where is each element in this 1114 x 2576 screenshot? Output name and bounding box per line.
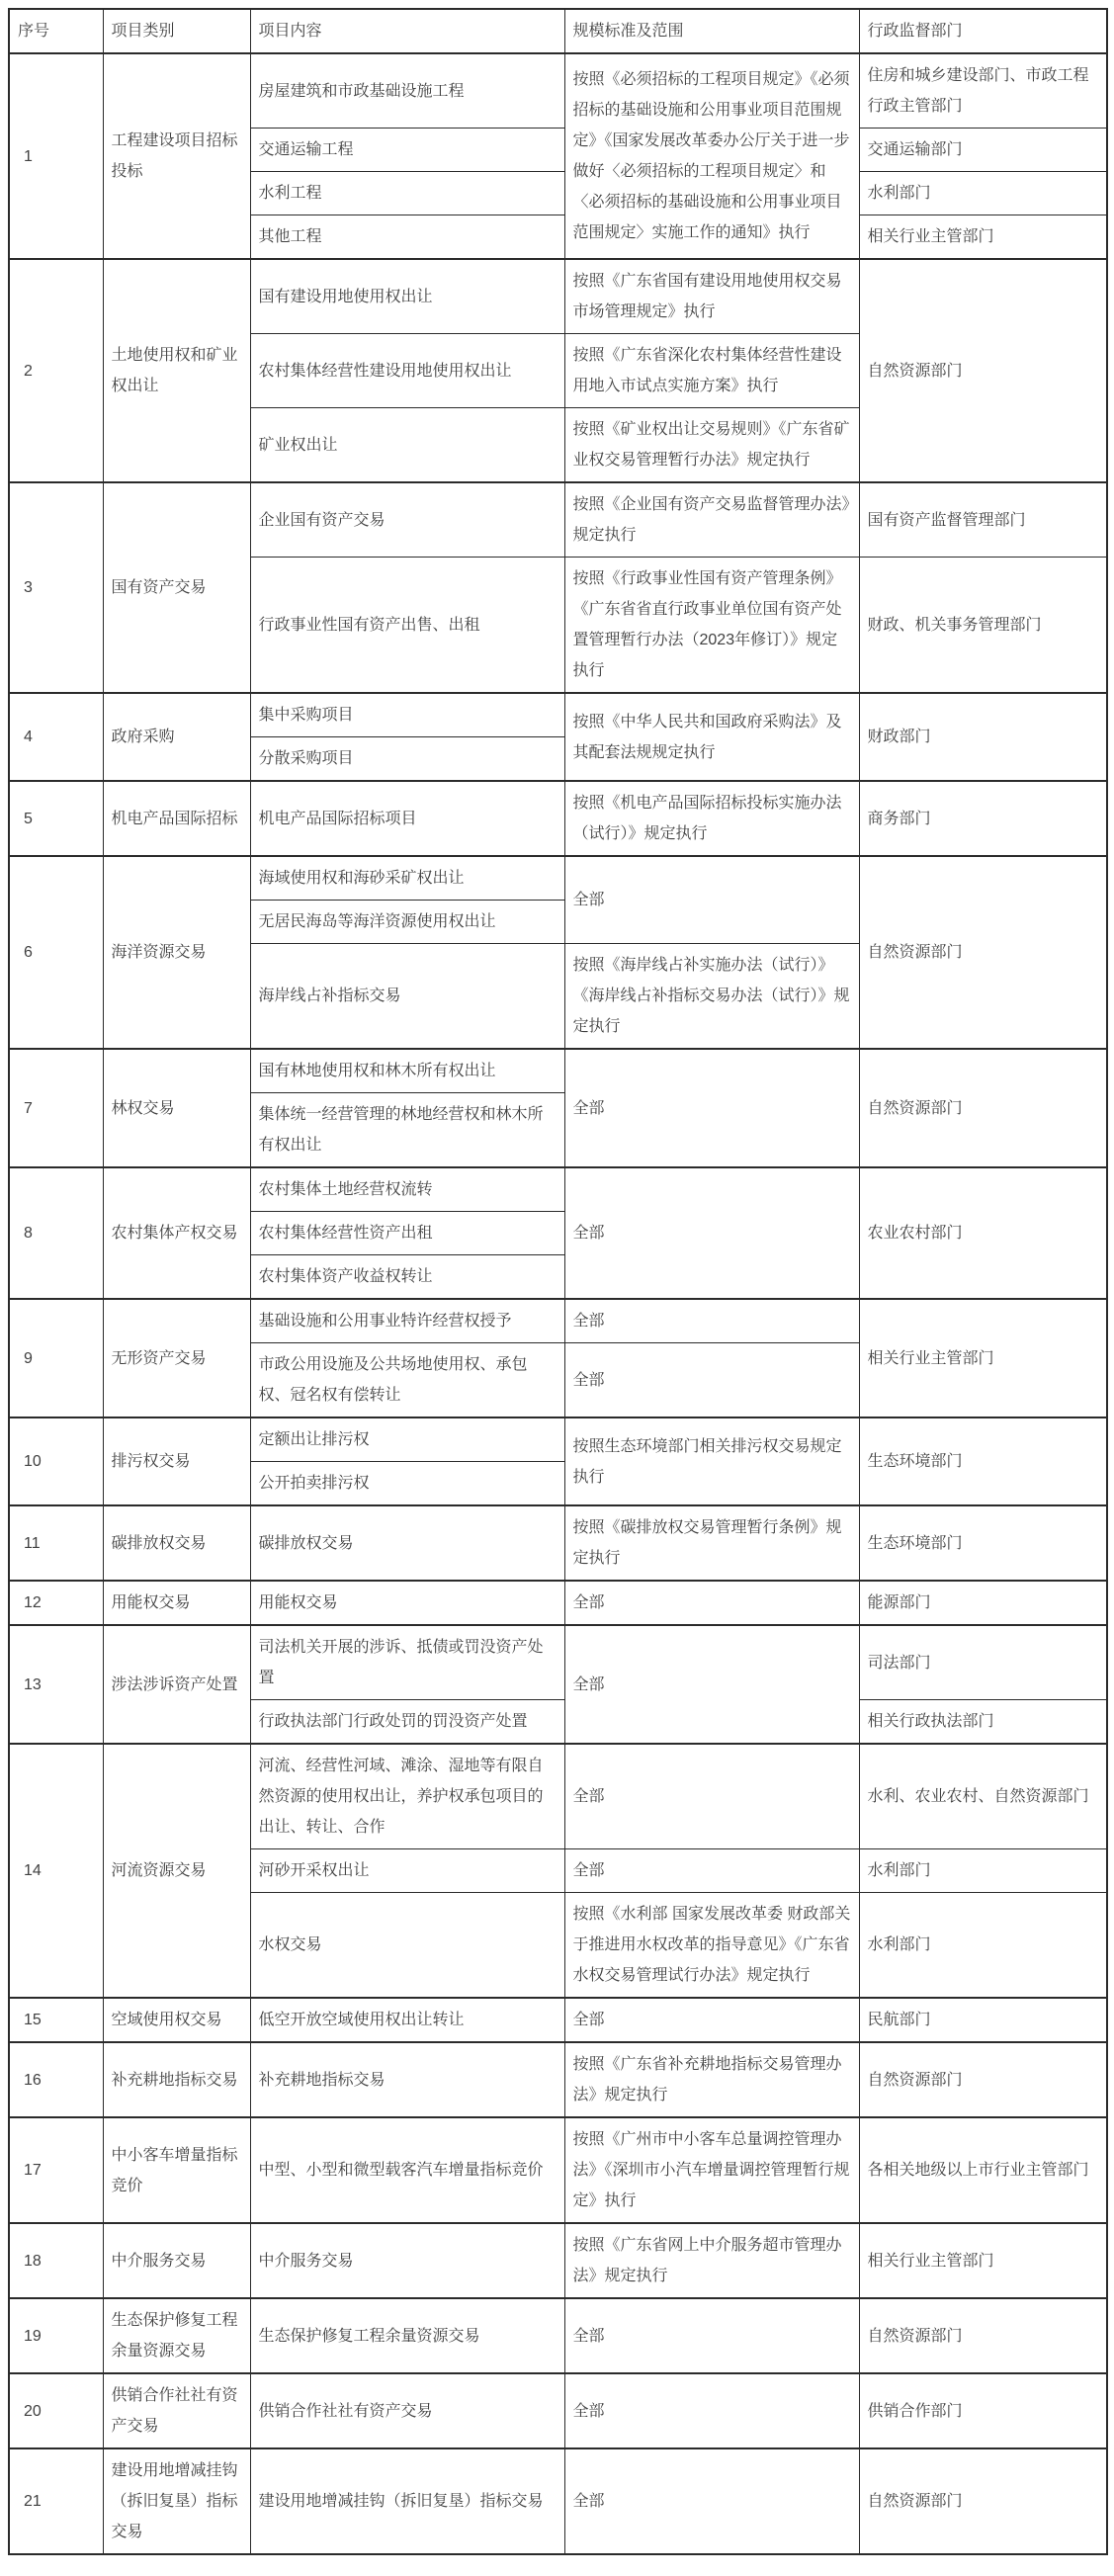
cell-serial: 3 [9, 482, 103, 693]
cell-content: 建设用地增减挂钩（拆旧复垦）指标交易 [250, 2448, 564, 2554]
cell-serial: 11 [9, 1505, 103, 1581]
cell-category: 无形资产交易 [103, 1299, 250, 1417]
cell-content: 生态保护修复工程余量资源交易 [250, 2298, 564, 2373]
cell-serial: 2 [9, 259, 103, 482]
cell-scope: 全部 [564, 2298, 859, 2373]
table-row [9, 1744, 1107, 1849]
cell-serial: 16 [9, 2042, 103, 2117]
cell-content: 水利工程 [250, 172, 564, 215]
cell-content: 基础设施和公用事业特许经营权授予 [250, 1299, 564, 1343]
table-row [9, 259, 1107, 334]
header-serial: 序号 [9, 9, 103, 53]
table-header [9, 9, 1107, 53]
cell-category: 中介服务交易 [103, 2223, 250, 2298]
cell-category: 建设用地增减挂钩（拆旧复垦）指标交易 [103, 2448, 250, 2554]
cell-dept: 自然资源部门 [859, 259, 1107, 482]
cell-content: 河流、经营性河域、滩涂、湿地等有限自然资源的使用权出让，养护权承包项目的出让、转让、合作 [250, 1744, 564, 1849]
table-row [9, 1625, 1107, 1700]
cell-dept: 民航部门 [859, 1998, 1107, 2042]
header-scope: 规模标准及范围 [564, 9, 859, 53]
cell-scope: 全部 [564, 1625, 859, 1744]
cell-scope: 全部 [564, 2373, 859, 2448]
cell-content: 行政执法部门行政处罚的罚没资产处置 [250, 1700, 564, 1745]
public-resource-trading-catalog-table [8, 8, 1108, 2555]
cell-content: 供销合作社社有资产交易 [250, 2373, 564, 2448]
cell-content: 补充耕地指标交易 [250, 2042, 564, 2117]
cell-content: 企业国有资产交易 [250, 482, 564, 558]
table-row [9, 2298, 1107, 2373]
cell-serial: 20 [9, 2373, 103, 2448]
table-row [9, 2373, 1107, 2448]
table-row [9, 482, 1107, 558]
cell-scope: 全部 [564, 1299, 859, 1343]
cell-category: 碳排放权交易 [103, 1505, 250, 1581]
cell-dept: 财政部门 [859, 693, 1107, 781]
cell-serial: 17 [9, 2117, 103, 2223]
cell-content: 中介服务交易 [250, 2223, 564, 2298]
cell-scope: 按照《广东省深化农村集体经营性建设用地入市试点实施方案》执行 [564, 334, 859, 408]
cell-content: 机电产品国际招标项目 [250, 781, 564, 856]
cell-dept: 供销合作部门 [859, 2373, 1107, 2448]
cell-category: 河流资源交易 [103, 1744, 250, 1998]
cell-scope: 按照生态环境部门相关排污权交易规定执行 [564, 1417, 859, 1505]
header-category: 项目类别 [103, 9, 250, 53]
cell-category: 海洋资源交易 [103, 856, 250, 1049]
cell-category: 中小客车增量指标竞价 [103, 2117, 250, 2223]
table-row [9, 693, 1107, 737]
cell-scope: 按照《中华人民共和国政府采购法》及其配套法规规定执行 [564, 693, 859, 781]
cell-scope: 全部 [564, 1581, 859, 1625]
cell-dept: 自然资源部门 [859, 2042, 1107, 2117]
cell-dept: 自然资源部门 [859, 856, 1107, 1049]
cell-scope: 按照《广东省补充耕地指标交易管理办法》规定执行 [564, 2042, 859, 2117]
cell-dept: 水利部门 [859, 172, 1107, 215]
cell-content: 国有林地使用权和林木所有权出让 [250, 1049, 564, 1093]
cell-content: 集体统一经营管理的林地经营权和林木所有权出让 [250, 1093, 564, 1168]
cell-dept: 水利、农业农村、自然资源部门 [859, 1744, 1107, 1849]
cell-dept: 相关行业主管部门 [859, 2223, 1107, 2298]
cell-content: 市政公用设施及公共场地使用权、承包权、冠名权有偿转让 [250, 1343, 564, 1418]
table-row [9, 781, 1107, 856]
cell-dept: 各相关地级以上市行业主管部门 [859, 2117, 1107, 2223]
cell-serial: 9 [9, 1299, 103, 1417]
header-row [9, 9, 1107, 53]
cell-scope: 按照《机电产品国际招标投标实施办法（试行）》规定执行 [564, 781, 859, 856]
table-row [9, 2223, 1107, 2298]
cell-serial: 5 [9, 781, 103, 856]
cell-serial: 6 [9, 856, 103, 1049]
cell-dept: 国有资产监督管理部门 [859, 482, 1107, 558]
cell-scope: 全部 [564, 2448, 859, 2554]
cell-serial: 4 [9, 693, 103, 781]
cell-scope: 按照《行政事业性国有资产管理条例》《广东省省直行政事业单位国有资产处置管理暂行办法（2023年修订）》规定执行 [564, 558, 859, 694]
cell-category: 用能权交易 [103, 1581, 250, 1625]
cell-scope: 按照《广州市中小客车总量调控管理办法》《深圳市小汽车增量调控管理暂行规定》执行 [564, 2117, 859, 2223]
cell-category: 空域使用权交易 [103, 1998, 250, 2042]
cell-content: 无居民海岛等海洋资源使用权出让 [250, 901, 564, 944]
cell-content: 司法机关开展的涉诉、抵债或罚没资产处置 [250, 1625, 564, 1700]
cell-content: 海岸线占补指标交易 [250, 944, 564, 1050]
cell-scope: 全部 [564, 1167, 859, 1299]
cell-category: 农村集体产权交易 [103, 1167, 250, 1299]
cell-content: 其他工程 [250, 215, 564, 260]
cell-category: 涉法涉诉资产处置 [103, 1625, 250, 1744]
cell-category: 供销合作社社有资产交易 [103, 2373, 250, 2448]
cell-content: 水权交易 [250, 1893, 564, 1999]
cell-scope: 按照《必须招标的工程项目规定》《必须招标的基础设施和公用事业项目范围规定》《国家发展改革委办公厅关于进一步做好〈必须招标的工程项目规定〉和〈必须招标的基础设施和公用事业项目范围规定〉实施工作的通知》执行 [564, 53, 859, 259]
cell-serial: 14 [9, 1744, 103, 1998]
cell-scope: 全部 [564, 1049, 859, 1167]
cell-scope: 全部 [564, 856, 859, 944]
cell-scope: 全部 [564, 1849, 859, 1893]
cell-scope: 按照《广东省网上中介服务超市管理办法》规定执行 [564, 2223, 859, 2298]
cell-scope: 按照《碳排放权交易管理暂行条例》规定执行 [564, 1505, 859, 1581]
cell-dept: 自然资源部门 [859, 2298, 1107, 2373]
table-row [9, 856, 1107, 901]
cell-dept: 生态环境部门 [859, 1505, 1107, 1581]
table-row [9, 2117, 1107, 2223]
cell-content: 分散采购项目 [250, 737, 564, 782]
cell-dept: 司法部门 [859, 1625, 1107, 1700]
cell-content: 中型、小型和微型载客汽车增量指标竞价 [250, 2117, 564, 2223]
table-row [9, 1998, 1107, 2042]
cell-category: 工程建设项目招标投标 [103, 53, 250, 259]
cell-scope: 按照《广东省国有建设用地使用权交易市场管理规定》执行 [564, 259, 859, 334]
cell-serial: 21 [9, 2448, 103, 2554]
cell-content: 定额出让排污权 [250, 1417, 564, 1462]
table-row [9, 1417, 1107, 1462]
cell-content: 低空开放空域使用权出让转让 [250, 1998, 564, 2042]
cell-category: 排污权交易 [103, 1417, 250, 1505]
cell-scope: 全部 [564, 1998, 859, 2042]
cell-category: 国有资产交易 [103, 482, 250, 693]
cell-serial: 12 [9, 1581, 103, 1625]
cell-dept: 自然资源部门 [859, 1049, 1107, 1167]
cell-content: 交通运输工程 [250, 129, 564, 172]
table-row [9, 53, 1107, 129]
cell-content: 农村集体土地经营权流转 [250, 1167, 564, 1212]
cell-content: 公开拍卖排污权 [250, 1462, 564, 1506]
cell-dept: 交通运输部门 [859, 129, 1107, 172]
cell-category: 林权交易 [103, 1049, 250, 1167]
cell-scope: 全部 [564, 1744, 859, 1849]
table-row [9, 2042, 1107, 2117]
cell-serial: 8 [9, 1167, 103, 1299]
cell-serial: 19 [9, 2298, 103, 2373]
table-body [9, 53, 1107, 2554]
header-content: 项目内容 [250, 9, 564, 53]
cell-dept: 相关行业主管部门 [859, 1299, 1107, 1417]
cell-content: 矿业权出让 [250, 408, 564, 483]
cell-dept: 住房和城乡建设部门、市政工程行政主管部门 [859, 53, 1107, 129]
cell-scope: 按照《企业国有资产交易监督管理办法》规定执行 [564, 482, 859, 558]
cell-content: 海域使用权和海砂采矿权出让 [250, 856, 564, 901]
table-row [9, 1505, 1107, 1581]
cell-dept: 水利部门 [859, 1893, 1107, 1999]
table-row [9, 2448, 1107, 2554]
cell-category: 政府采购 [103, 693, 250, 781]
table-row [9, 1299, 1107, 1343]
cell-dept: 财政、机关事务管理部门 [859, 558, 1107, 694]
cell-content: 国有建设用地使用权出让 [250, 259, 564, 334]
cell-dept: 商务部门 [859, 781, 1107, 856]
cell-content: 农村集体经营性建设用地使用权出让 [250, 334, 564, 408]
cell-content: 农村集体经营性资产出租 [250, 1212, 564, 1255]
cell-category: 机电产品国际招标 [103, 781, 250, 856]
cell-dept: 生态环境部门 [859, 1417, 1107, 1505]
cell-content: 碳排放权交易 [250, 1505, 564, 1581]
cell-serial: 7 [9, 1049, 103, 1167]
cell-content: 行政事业性国有资产出售、出租 [250, 558, 564, 694]
cell-dept: 水利部门 [859, 1849, 1107, 1893]
header-department: 行政监督部门 [859, 9, 1107, 53]
cell-category: 补充耕地指标交易 [103, 2042, 250, 2117]
cell-scope: 按照《水利部 国家发展改革委 财政部关于推进用水权改革的指导意见》《广东省水权交易管理试行办法》规定执行 [564, 1893, 859, 1999]
cell-dept: 能源部门 [859, 1581, 1107, 1625]
cell-content: 房屋建筑和市政基础设施工程 [250, 53, 564, 129]
cell-content: 集中采购项目 [250, 693, 564, 737]
cell-dept: 相关行政执法部门 [859, 1700, 1107, 1745]
cell-dept: 相关行业主管部门 [859, 215, 1107, 260]
cell-scope: 全部 [564, 1343, 859, 1418]
cell-category: 生态保护修复工程余量资源交易 [103, 2298, 250, 2373]
cell-serial: 18 [9, 2223, 103, 2298]
cell-category: 土地使用权和矿业权出让 [103, 259, 250, 482]
cell-dept: 自然资源部门 [859, 2448, 1107, 2554]
table-row [9, 1049, 1107, 1093]
table-row [9, 1581, 1107, 1625]
cell-serial: 15 [9, 1998, 103, 2042]
table-row [9, 1167, 1107, 1212]
cell-scope: 按照《矿业权出让交易规则》《广东省矿业权交易管理暂行办法》规定执行 [564, 408, 859, 483]
cell-content: 用能权交易 [250, 1581, 564, 1625]
cell-content: 河砂开采权出让 [250, 1849, 564, 1893]
cell-scope: 按照《海岸线占补实施办法（试行）》《海岸线占补指标交易办法（试行）》规定执行 [564, 944, 859, 1050]
cell-serial: 1 [9, 53, 103, 259]
cell-serial: 10 [9, 1417, 103, 1505]
cell-serial: 13 [9, 1625, 103, 1744]
cell-content: 农村集体资产收益权转让 [250, 1255, 564, 1300]
cell-dept: 农业农村部门 [859, 1167, 1107, 1299]
